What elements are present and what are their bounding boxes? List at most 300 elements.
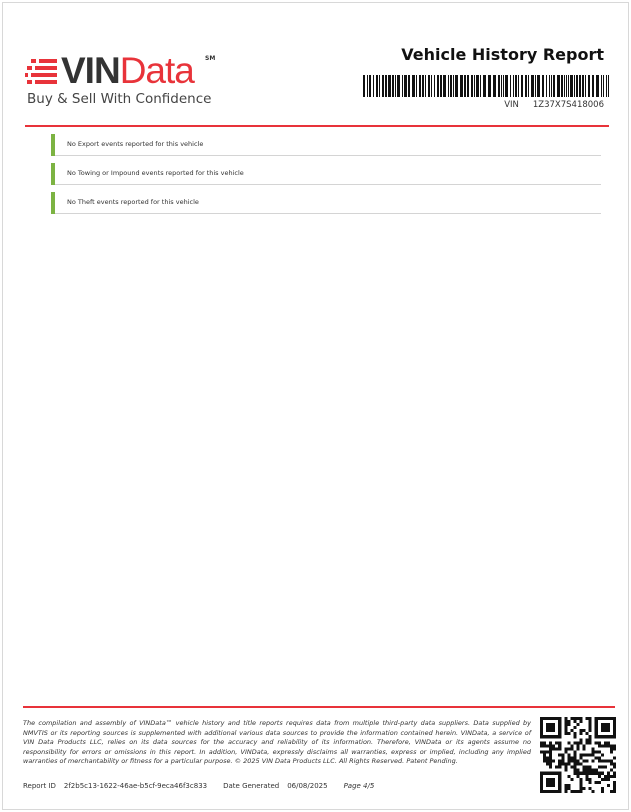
event-text: No Towing or Impound events reported for this vehicle	[67, 169, 244, 177]
qr-module	[573, 750, 576, 753]
qr-module	[570, 778, 573, 781]
barcode-bar	[574, 75, 575, 97]
qr-module	[549, 717, 552, 720]
barcode-bar	[588, 75, 590, 97]
qr-module	[598, 781, 601, 784]
qr-module	[540, 735, 543, 738]
qr-module	[558, 735, 561, 738]
qr-module	[564, 784, 567, 787]
qr-module	[540, 720, 543, 723]
qr-module	[592, 772, 595, 775]
barcode-bar	[369, 75, 371, 97]
qr-module	[549, 772, 552, 775]
qr-module	[604, 726, 607, 729]
qr-module	[604, 744, 607, 747]
qr-module	[589, 769, 592, 772]
qr-module	[558, 723, 561, 726]
qr-module	[552, 784, 555, 787]
qr-module	[540, 741, 543, 744]
qr-module	[540, 772, 543, 775]
qr-module	[589, 781, 592, 784]
qr-module	[604, 723, 607, 726]
qr-module	[540, 726, 543, 729]
barcode-bar	[402, 75, 403, 97]
qr-module	[601, 744, 604, 747]
qr-module	[552, 747, 555, 750]
qr-module	[576, 717, 579, 720]
qr-module	[549, 778, 552, 781]
qr-module	[543, 741, 546, 744]
qr-module	[552, 723, 555, 726]
barcode-bar	[440, 75, 442, 97]
qr-module	[546, 760, 549, 763]
qr-module	[549, 741, 552, 744]
vin-row	[504, 100, 604, 110]
qr-module	[573, 763, 576, 766]
qr-module	[607, 723, 610, 726]
qr-module	[595, 735, 598, 738]
date-generated-label: Date Generated	[223, 782, 280, 790]
qr-module	[580, 790, 583, 793]
qr-module	[586, 778, 589, 781]
qr-module	[540, 717, 543, 720]
qr-module	[607, 741, 610, 744]
qr-module	[558, 775, 561, 778]
qr-code-icon[interactable]	[540, 717, 616, 793]
qr-module	[555, 717, 558, 720]
qr-module	[607, 778, 610, 781]
qr-module	[570, 744, 573, 747]
barcode-bar	[476, 75, 479, 97]
qr-module	[580, 781, 583, 784]
qr-module	[558, 760, 561, 763]
qr-module	[573, 772, 576, 775]
page-number: Page 4/5	[343, 782, 375, 790]
qr-module	[604, 760, 607, 763]
qr-module	[567, 763, 570, 766]
qr-module	[576, 741, 579, 744]
qr-module	[595, 720, 598, 723]
barcode-bar	[397, 75, 400, 97]
barcode-bar	[376, 75, 378, 97]
qr-module	[540, 750, 543, 753]
qr-module	[555, 772, 558, 775]
qr-module	[586, 775, 589, 778]
barcode-bar	[505, 75, 508, 97]
qr-module	[589, 717, 592, 720]
qr-module	[586, 760, 589, 763]
qr-module	[573, 790, 576, 793]
qr-module	[576, 775, 579, 778]
qr-module	[543, 760, 546, 763]
qr-module	[564, 769, 567, 772]
qr-module	[540, 732, 543, 735]
qr-module	[613, 720, 616, 723]
qr-module	[549, 726, 552, 729]
barcode-bar	[582, 75, 584, 97]
qr-module	[610, 760, 613, 763]
speed-lines-icon	[25, 57, 59, 89]
barcode-bar	[568, 75, 569, 97]
qr-module	[540, 744, 543, 747]
qr-module	[613, 744, 616, 747]
qr-module	[573, 726, 576, 729]
qr-module	[558, 720, 561, 723]
qr-module	[607, 784, 610, 787]
qr-module	[576, 723, 579, 726]
qr-module	[558, 729, 561, 732]
qr-module	[564, 787, 567, 790]
qr-module	[558, 753, 561, 756]
qr-module	[558, 726, 561, 729]
qr-module	[604, 729, 607, 732]
qr-module	[589, 753, 592, 756]
barcode-bar	[606, 75, 607, 97]
barcode-bar	[437, 75, 439, 97]
qr-module	[610, 769, 613, 772]
barcode-bar	[535, 75, 536, 97]
qr-module	[607, 775, 610, 778]
logo-vin-text: VIN	[61, 50, 120, 91]
qr-module	[592, 747, 595, 750]
barcode-bar	[419, 75, 421, 97]
qr-module	[598, 741, 601, 744]
barcode-bar	[422, 75, 424, 97]
qr-module	[552, 717, 555, 720]
qr-module	[561, 753, 564, 756]
qr-module	[580, 732, 583, 735]
qr-module	[546, 772, 549, 775]
barcode-bar	[608, 75, 609, 97]
qr-module	[601, 753, 604, 756]
barcode-bar	[395, 75, 396, 97]
qr-module	[580, 757, 583, 760]
qr-module	[576, 760, 579, 763]
qr-module	[613, 723, 616, 726]
event-row-export	[51, 134, 601, 156]
qr-module	[558, 784, 561, 787]
qr-module	[549, 729, 552, 732]
qr-module	[555, 766, 558, 769]
qr-module	[583, 729, 586, 732]
qr-module	[573, 760, 576, 763]
barcode-bar	[382, 75, 384, 97]
qr-module	[583, 769, 586, 772]
qr-module	[613, 729, 616, 732]
barcode-bar	[416, 75, 417, 97]
date-generated-value: 06/08/2025	[287, 782, 328, 790]
qr-module	[595, 726, 598, 729]
qr-module	[589, 741, 592, 744]
qr-module	[546, 723, 549, 726]
barcode-bar	[521, 75, 523, 97]
qr-module	[595, 732, 598, 735]
barcode-bar	[448, 75, 449, 97]
qr-module	[543, 735, 546, 738]
qr-module	[610, 744, 613, 747]
qr-module	[555, 747, 558, 750]
qr-module	[558, 741, 561, 744]
barcode-bar	[474, 75, 475, 97]
barcode-bar	[557, 75, 560, 97]
qr-module	[546, 778, 549, 781]
qr-module	[583, 772, 586, 775]
barcode-bar	[579, 75, 581, 97]
barcode-bar	[546, 75, 547, 97]
qr-module	[564, 750, 567, 753]
event-text: No Theft events reported for this vehicle	[67, 198, 199, 206]
qr-module	[546, 726, 549, 729]
barcode-bar	[428, 75, 430, 97]
qr-module	[604, 775, 607, 778]
barcode-bar	[373, 75, 374, 97]
qr-module	[552, 772, 555, 775]
qr-module	[610, 775, 613, 778]
qr-module	[586, 738, 589, 741]
qr-module	[595, 741, 598, 744]
qr-module	[543, 772, 546, 775]
qr-module	[567, 723, 570, 726]
qr-module	[549, 750, 552, 753]
barcode-bar	[501, 75, 502, 97]
event-row-theft	[51, 192, 601, 214]
qr-module	[607, 744, 610, 747]
qr-module	[549, 784, 552, 787]
qr-module	[567, 753, 570, 756]
footer-divider	[23, 706, 615, 708]
barcode-bar	[450, 75, 452, 97]
qr-module	[558, 766, 561, 769]
barcode-bar	[443, 75, 446, 97]
qr-module	[613, 757, 616, 760]
qr-module	[576, 747, 579, 750]
qr-module	[598, 766, 601, 769]
qr-module	[576, 790, 579, 793]
vin-barcode	[363, 75, 609, 97]
qr-module	[583, 753, 586, 756]
qr-module	[546, 790, 549, 793]
report-id-label: Report ID	[23, 782, 56, 790]
status-bar	[51, 163, 55, 185]
event-text: No Export events reported for this vehicle	[67, 140, 204, 148]
qr-module	[601, 726, 604, 729]
qr-module	[598, 760, 601, 763]
barcode-bar	[392, 75, 394, 97]
barcode-bar	[518, 75, 519, 97]
qr-module	[540, 781, 543, 784]
barcode-bar	[528, 75, 529, 97]
qr-module	[543, 744, 546, 747]
barcode-bar	[471, 75, 473, 97]
barcode-bar	[488, 75, 491, 97]
barcode-bar	[601, 75, 602, 97]
qr-module	[601, 766, 604, 769]
qr-module	[589, 723, 592, 726]
logo-wordmark	[61, 51, 194, 91]
barcode-bar	[592, 75, 594, 97]
vindata-logo	[25, 51, 225, 113]
barcode-bar	[515, 75, 517, 97]
barcode-bar	[404, 75, 407, 97]
status-bar	[51, 192, 55, 214]
qr-module	[610, 717, 613, 720]
qr-module	[583, 747, 586, 750]
qr-module	[589, 738, 592, 741]
qr-module	[540, 778, 543, 781]
qr-module	[595, 769, 598, 772]
qr-module	[613, 784, 616, 787]
qr-module	[607, 760, 610, 763]
barcode-bar	[431, 75, 432, 97]
barcode-bar	[542, 75, 544, 97]
qr-module	[613, 735, 616, 738]
qr-module	[558, 747, 561, 750]
qr-module	[567, 775, 570, 778]
qr-module	[552, 726, 555, 729]
qr-module	[586, 772, 589, 775]
qr-module	[601, 760, 604, 763]
barcode-bar	[412, 75, 415, 97]
qr-module	[552, 778, 555, 781]
qr-module	[589, 787, 592, 790]
qr-module	[613, 763, 616, 766]
qr-module	[564, 726, 567, 729]
qr-module	[589, 766, 592, 769]
qr-module	[576, 744, 579, 747]
qr-module	[580, 772, 583, 775]
qr-module	[552, 735, 555, 738]
barcode-bar	[464, 75, 466, 97]
logo-data-text: Data	[119, 50, 194, 91]
barcode-bar	[513, 75, 514, 97]
qr-module	[540, 790, 543, 793]
qr-module	[558, 717, 561, 720]
qr-module	[573, 766, 576, 769]
tagline: Buy & Sell With Confidence	[27, 91, 212, 107]
report-id-value: 2f2b5c13-1622-46ae-b5cf-9eca46f3c833	[63, 782, 208, 790]
barcode-bar	[553, 75, 555, 97]
barcode-bar	[385, 75, 387, 97]
qr-module	[543, 790, 546, 793]
qr-module	[589, 772, 592, 775]
qr-module	[601, 729, 604, 732]
qr-module	[552, 744, 555, 747]
barcode-bar	[596, 75, 599, 97]
qr-module	[592, 753, 595, 756]
barcode-bar	[453, 75, 454, 97]
qr-module	[549, 747, 552, 750]
qr-module	[567, 787, 570, 790]
qr-module	[549, 763, 552, 766]
qr-module	[540, 787, 543, 790]
qr-module	[564, 763, 567, 766]
barcode-bar	[425, 75, 426, 97]
qr-module	[573, 732, 576, 735]
qr-module	[598, 744, 601, 747]
qr-module	[546, 750, 549, 753]
qr-module	[564, 720, 567, 723]
qr-module	[604, 735, 607, 738]
qr-module	[595, 772, 598, 775]
qr-module	[552, 729, 555, 732]
barcode-bar	[510, 75, 511, 97]
qr-module	[601, 787, 604, 790]
qr-module	[564, 732, 567, 735]
barcode-bar	[434, 75, 435, 97]
qr-module	[546, 763, 549, 766]
qr-module	[543, 750, 546, 753]
barcode-bar	[551, 75, 552, 97]
qr-module	[595, 757, 598, 760]
qr-module	[601, 790, 604, 793]
qr-module	[564, 747, 567, 750]
qr-module	[604, 766, 607, 769]
qr-module	[589, 720, 592, 723]
qr-module	[576, 769, 579, 772]
qr-module	[552, 781, 555, 784]
qr-module	[552, 790, 555, 793]
qr-module	[595, 723, 598, 726]
qr-module	[607, 726, 610, 729]
barcode-bar	[483, 75, 486, 97]
qr-module	[561, 757, 564, 760]
qr-module	[567, 720, 570, 723]
qr-module	[592, 769, 595, 772]
qr-module	[549, 753, 552, 756]
barcode-bar	[467, 75, 469, 97]
qr-module	[586, 732, 589, 735]
qr-module	[573, 717, 576, 720]
qr-module	[540, 784, 543, 787]
qr-module	[564, 766, 567, 769]
qr-module	[567, 747, 570, 750]
qr-module	[546, 729, 549, 732]
qr-module	[546, 717, 549, 720]
qr-module	[570, 766, 573, 769]
qr-module	[580, 763, 583, 766]
qr-module	[573, 720, 576, 723]
qr-module	[598, 757, 601, 760]
qr-module	[610, 735, 613, 738]
report-page	[2, 2, 629, 810]
barcode-bar	[493, 75, 496, 97]
qr-module	[549, 757, 552, 760]
qr-module	[570, 757, 573, 760]
qr-module	[567, 732, 570, 735]
qr-module	[613, 787, 616, 790]
header-divider	[25, 125, 609, 127]
qr-module	[586, 766, 589, 769]
qr-module	[570, 729, 573, 732]
qr-module	[567, 760, 570, 763]
barcode-bar	[525, 75, 527, 97]
service-mark: SM	[205, 55, 216, 62]
qr-module	[607, 772, 610, 775]
barcode-bar	[603, 75, 604, 97]
qr-module	[613, 781, 616, 784]
qr-module	[601, 723, 604, 726]
qr-module	[583, 787, 586, 790]
qr-module	[567, 741, 570, 744]
qr-module	[601, 772, 604, 775]
qr-module	[586, 769, 589, 772]
barcode-bar	[564, 75, 565, 97]
qr-module	[558, 732, 561, 735]
qr-module	[546, 781, 549, 784]
qr-module	[567, 757, 570, 760]
qr-module	[586, 741, 589, 744]
qr-module	[549, 760, 552, 763]
